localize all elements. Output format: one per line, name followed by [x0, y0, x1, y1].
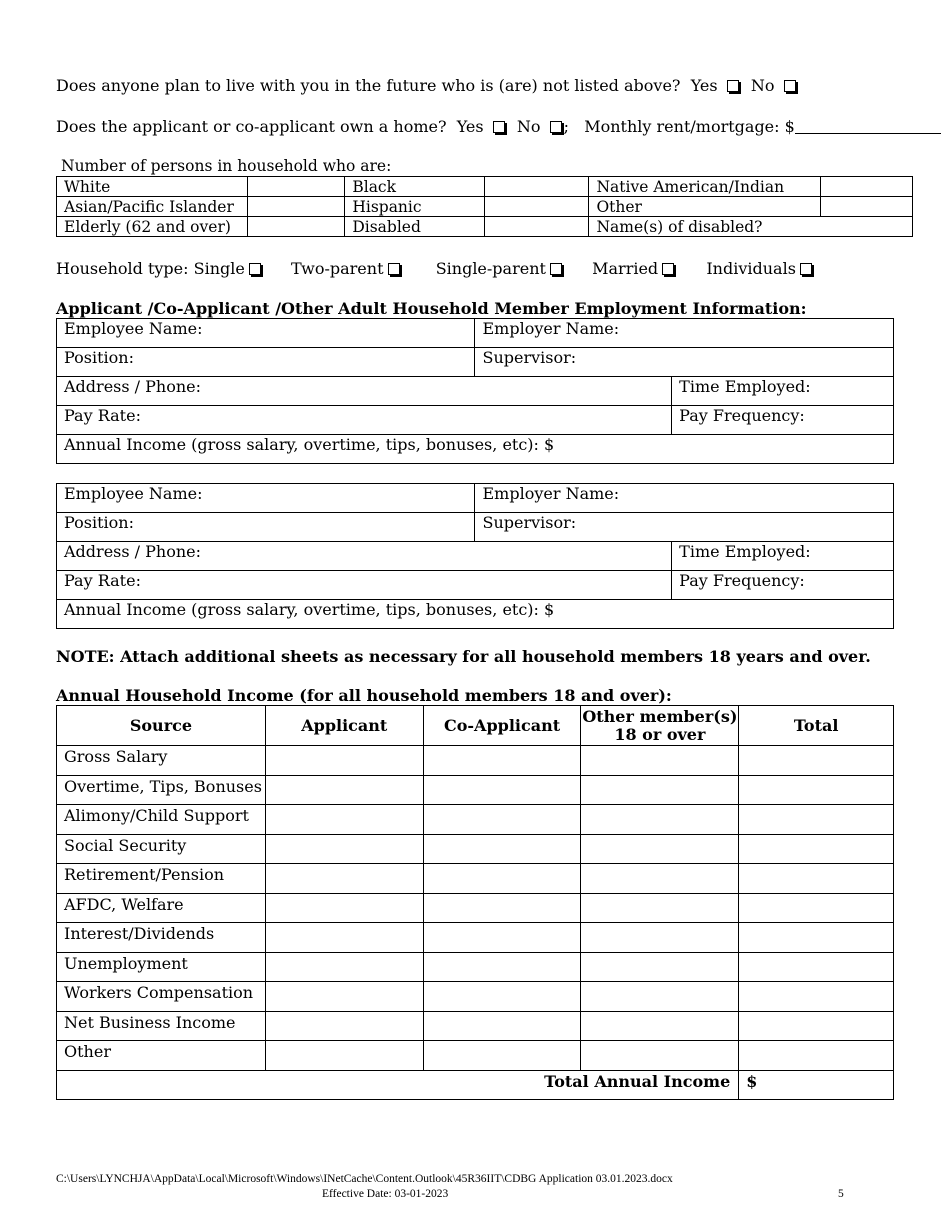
employee-name-field[interactable]: Employee Name: [57, 319, 475, 348]
future-no-checkbox[interactable] [784, 80, 796, 92]
annual-income-field[interactable]: Annual Income (gross salary, overtime, tips, bonuses, etc): $ [57, 600, 894, 629]
header-total: Total [739, 706, 894, 746]
income-source-label: Other [57, 1041, 266, 1071]
pay-rate-field[interactable]: Pay Rate: [57, 571, 672, 600]
income-applicant-cell[interactable] [265, 1041, 423, 1071]
income-row [57, 952, 894, 982]
future-residents-text: Does anyone plan to live with you in the future who is (are) not listed above? [56, 76, 681, 95]
income-source-label: Gross Salary [57, 746, 266, 776]
income-source-label: Social Security [57, 834, 266, 864]
income-other-members-cell[interactable] [581, 1041, 739, 1071]
income-source-label: Workers Compensation [57, 982, 266, 1012]
income-co-applicant-cell[interactable] [423, 746, 581, 776]
income-co-applicant-cell[interactable] [423, 834, 581, 864]
note-text: NOTE: Attach additional sheets as necessary for all household members 18 years and over. [56, 647, 871, 666]
input-hispanic[interactable] [484, 197, 588, 217]
income-applicant-cell[interactable] [265, 834, 423, 864]
income-total-cell[interactable] [739, 1041, 894, 1071]
input-asian[interactable] [247, 197, 344, 217]
header-other-members-line1: Other member(s) [582, 706, 738, 726]
income-applicant-cell[interactable] [265, 982, 423, 1012]
individuals-label: Individuals [706, 259, 796, 278]
label-native-american: Native American/Indian [589, 177, 820, 197]
future-residents-question [56, 76, 798, 95]
pay-frequency-field[interactable]: Pay Frequency: [672, 571, 894, 600]
two-parent-checkbox[interactable] [388, 263, 400, 275]
employment-table-2 [56, 483, 894, 629]
home-ownership-text: Does the applicant or co-applicant own a home? [56, 117, 447, 136]
income-source-label: Net Business Income [57, 1011, 266, 1041]
income-title: Annual Household Income (for all household members 18 and over): [56, 686, 672, 705]
label-asian: Asian/Pacific Islander [57, 197, 248, 217]
income-other-members-cell[interactable] [581, 1011, 739, 1041]
home-no-checkbox[interactable] [550, 121, 562, 133]
home-no-label: No [516, 117, 541, 136]
demographics-table [56, 176, 913, 237]
home-separator: ; [563, 117, 569, 136]
income-total-cell[interactable] [739, 746, 894, 776]
income-row [57, 1041, 894, 1071]
header-co-applicant: Co-Applicant [423, 706, 581, 746]
total-annual-income-field[interactable]: $ [739, 1070, 894, 1100]
income-applicant-cell[interactable] [265, 952, 423, 982]
income-other-members-cell[interactable] [581, 923, 739, 953]
employment-title: Applicant /Co-Applicant /Other Adult Household Member Employment Information: [56, 299, 807, 318]
income-co-applicant-cell[interactable] [423, 1041, 581, 1071]
header-source: Source [57, 706, 266, 746]
demographics-row [57, 197, 913, 217]
single-parent-checkbox[interactable] [550, 263, 562, 275]
income-applicant-cell[interactable] [265, 775, 423, 805]
footer-page-number: 5 [838, 1188, 844, 1200]
income-total-cell[interactable] [739, 1011, 894, 1041]
income-co-applicant-cell[interactable] [423, 805, 581, 835]
single-checkbox[interactable] [249, 263, 261, 275]
position-field[interactable]: Position: [57, 348, 475, 377]
home-yes-checkbox[interactable] [493, 121, 505, 133]
employer-name-field[interactable]: Employer Name: [475, 319, 894, 348]
income-source-label: Overtime, Tips, Bonuses [57, 775, 266, 805]
income-co-applicant-cell[interactable] [423, 923, 581, 953]
household-type-label: Household type: [56, 259, 189, 278]
input-white[interactable] [247, 177, 344, 197]
income-total-cell[interactable] [739, 923, 894, 953]
employee-name-field[interactable]: Employee Name: [57, 484, 475, 513]
income-other-members-cell[interactable] [581, 864, 739, 894]
income-row [57, 834, 894, 864]
input-disabled[interactable] [484, 217, 588, 237]
future-yes-label: Yes [690, 76, 718, 95]
income-applicant-cell[interactable] [265, 864, 423, 894]
income-co-applicant-cell[interactable] [423, 952, 581, 982]
income-other-members-cell[interactable] [581, 834, 739, 864]
income-total-cell[interactable] [739, 952, 894, 982]
income-total-cell[interactable] [739, 982, 894, 1012]
income-applicant-cell[interactable] [265, 805, 423, 835]
income-co-applicant-cell[interactable] [423, 982, 581, 1012]
income-row [57, 775, 894, 805]
header-applicant: Applicant [265, 706, 423, 746]
income-row [57, 982, 894, 1012]
input-elderly[interactable] [247, 217, 344, 237]
home-yes-label: Yes [456, 117, 484, 136]
income-total-cell[interactable] [739, 893, 894, 923]
income-row [57, 746, 894, 776]
income-other-members-cell[interactable] [581, 775, 739, 805]
label-white: White [57, 177, 248, 197]
income-total-cell[interactable] [739, 805, 894, 835]
income-other-members-cell[interactable] [581, 982, 739, 1012]
single-parent-label: Single-parent [435, 259, 546, 278]
income-co-applicant-cell[interactable] [423, 1011, 581, 1041]
footer-file-path: C:\Users\LYNCHJA\AppData\Local\Microsoft\Windows\INetCache\Content.Outlook\45R36IIT\CDBG Application 03.01.2023.docx [56, 1173, 673, 1185]
income-other-members-cell[interactable] [581, 805, 739, 835]
footer-effective-date: Effective Date: 03-01-2023 [322, 1188, 449, 1200]
household-type [56, 259, 814, 278]
header-other-members [581, 706, 739, 746]
income-row [57, 893, 894, 923]
married-label: Married [592, 259, 659, 278]
home-ownership-question [56, 117, 941, 136]
single-label: Single [193, 259, 245, 278]
income-co-applicant-cell[interactable] [423, 864, 581, 894]
income-source-label: Interest/Dividends [57, 923, 266, 953]
rent-label: Monthly rent/mortgage: $ [584, 117, 795, 136]
employment-table-1 [56, 318, 894, 464]
income-table [56, 705, 894, 1100]
label-elderly: Elderly (62 and over) [57, 217, 248, 237]
married-checkbox[interactable] [662, 263, 674, 275]
time-employed-field[interactable]: Time Employed: [672, 542, 894, 571]
income-total-cell[interactable] [739, 834, 894, 864]
income-source-label: Alimony/Child Support [57, 805, 266, 835]
demographics-title: Number of persons in household who are: [61, 157, 392, 175]
annual-income-field[interactable]: Annual Income (gross salary, overtime, tips, bonuses, etc): $ [57, 435, 894, 464]
input-native-american[interactable] [820, 177, 912, 197]
supervisor-field[interactable]: Supervisor: [475, 513, 894, 542]
income-source-label: Unemployment [57, 952, 266, 982]
income-applicant-cell[interactable] [265, 923, 423, 953]
demographics-row [57, 177, 913, 197]
time-employed-field[interactable]: Time Employed: [672, 377, 894, 406]
demographics-row [57, 217, 913, 237]
income-other-members-cell[interactable] [581, 746, 739, 776]
supervisor-field[interactable]: Supervisor: [475, 348, 894, 377]
income-co-applicant-cell[interactable] [423, 893, 581, 923]
future-no-label: No [750, 76, 775, 95]
two-parent-label: Two-parent [291, 259, 384, 278]
income-row [57, 864, 894, 894]
income-co-applicant-cell[interactable] [423, 775, 581, 805]
position-field[interactable]: Position: [57, 513, 475, 542]
label-black: Black [345, 177, 485, 197]
address-phone-field[interactable]: Address / Phone: [57, 377, 672, 406]
address-phone-field[interactable]: Address / Phone: [57, 542, 672, 571]
label-disabled: Disabled [345, 217, 485, 237]
future-yes-checkbox[interactable] [727, 80, 739, 92]
income-source-label: Retirement/Pension [57, 864, 266, 894]
input-black[interactable] [484, 177, 588, 197]
input-other[interactable] [820, 197, 912, 217]
income-row [57, 805, 894, 835]
income-total-cell[interactable] [739, 864, 894, 894]
income-other-members-cell[interactable] [581, 893, 739, 923]
employer-name-field[interactable]: Employer Name: [475, 484, 894, 513]
disabled-names-field[interactable]: Name(s) of disabled? [589, 217, 913, 237]
income-other-members-cell[interactable] [581, 952, 739, 982]
income-source-label: AFDC, Welfare [57, 893, 266, 923]
label-hispanic: Hispanic [345, 197, 485, 217]
pay-rate-field[interactable]: Pay Rate: [57, 406, 672, 435]
income-row [57, 1011, 894, 1041]
income-applicant-cell[interactable] [265, 746, 423, 776]
income-total-cell[interactable] [739, 775, 894, 805]
label-other: Other [589, 197, 820, 217]
income-applicant-cell[interactable] [265, 893, 423, 923]
header-other-members-line2: 18 or over [614, 724, 706, 744]
income-applicant-cell[interactable] [265, 1011, 423, 1041]
income-row [57, 923, 894, 953]
rent-input[interactable] [795, 119, 941, 134]
pay-frequency-field[interactable]: Pay Frequency: [672, 406, 894, 435]
total-annual-income-label: Total Annual Income [57, 1070, 739, 1100]
individuals-checkbox[interactable] [800, 263, 812, 275]
